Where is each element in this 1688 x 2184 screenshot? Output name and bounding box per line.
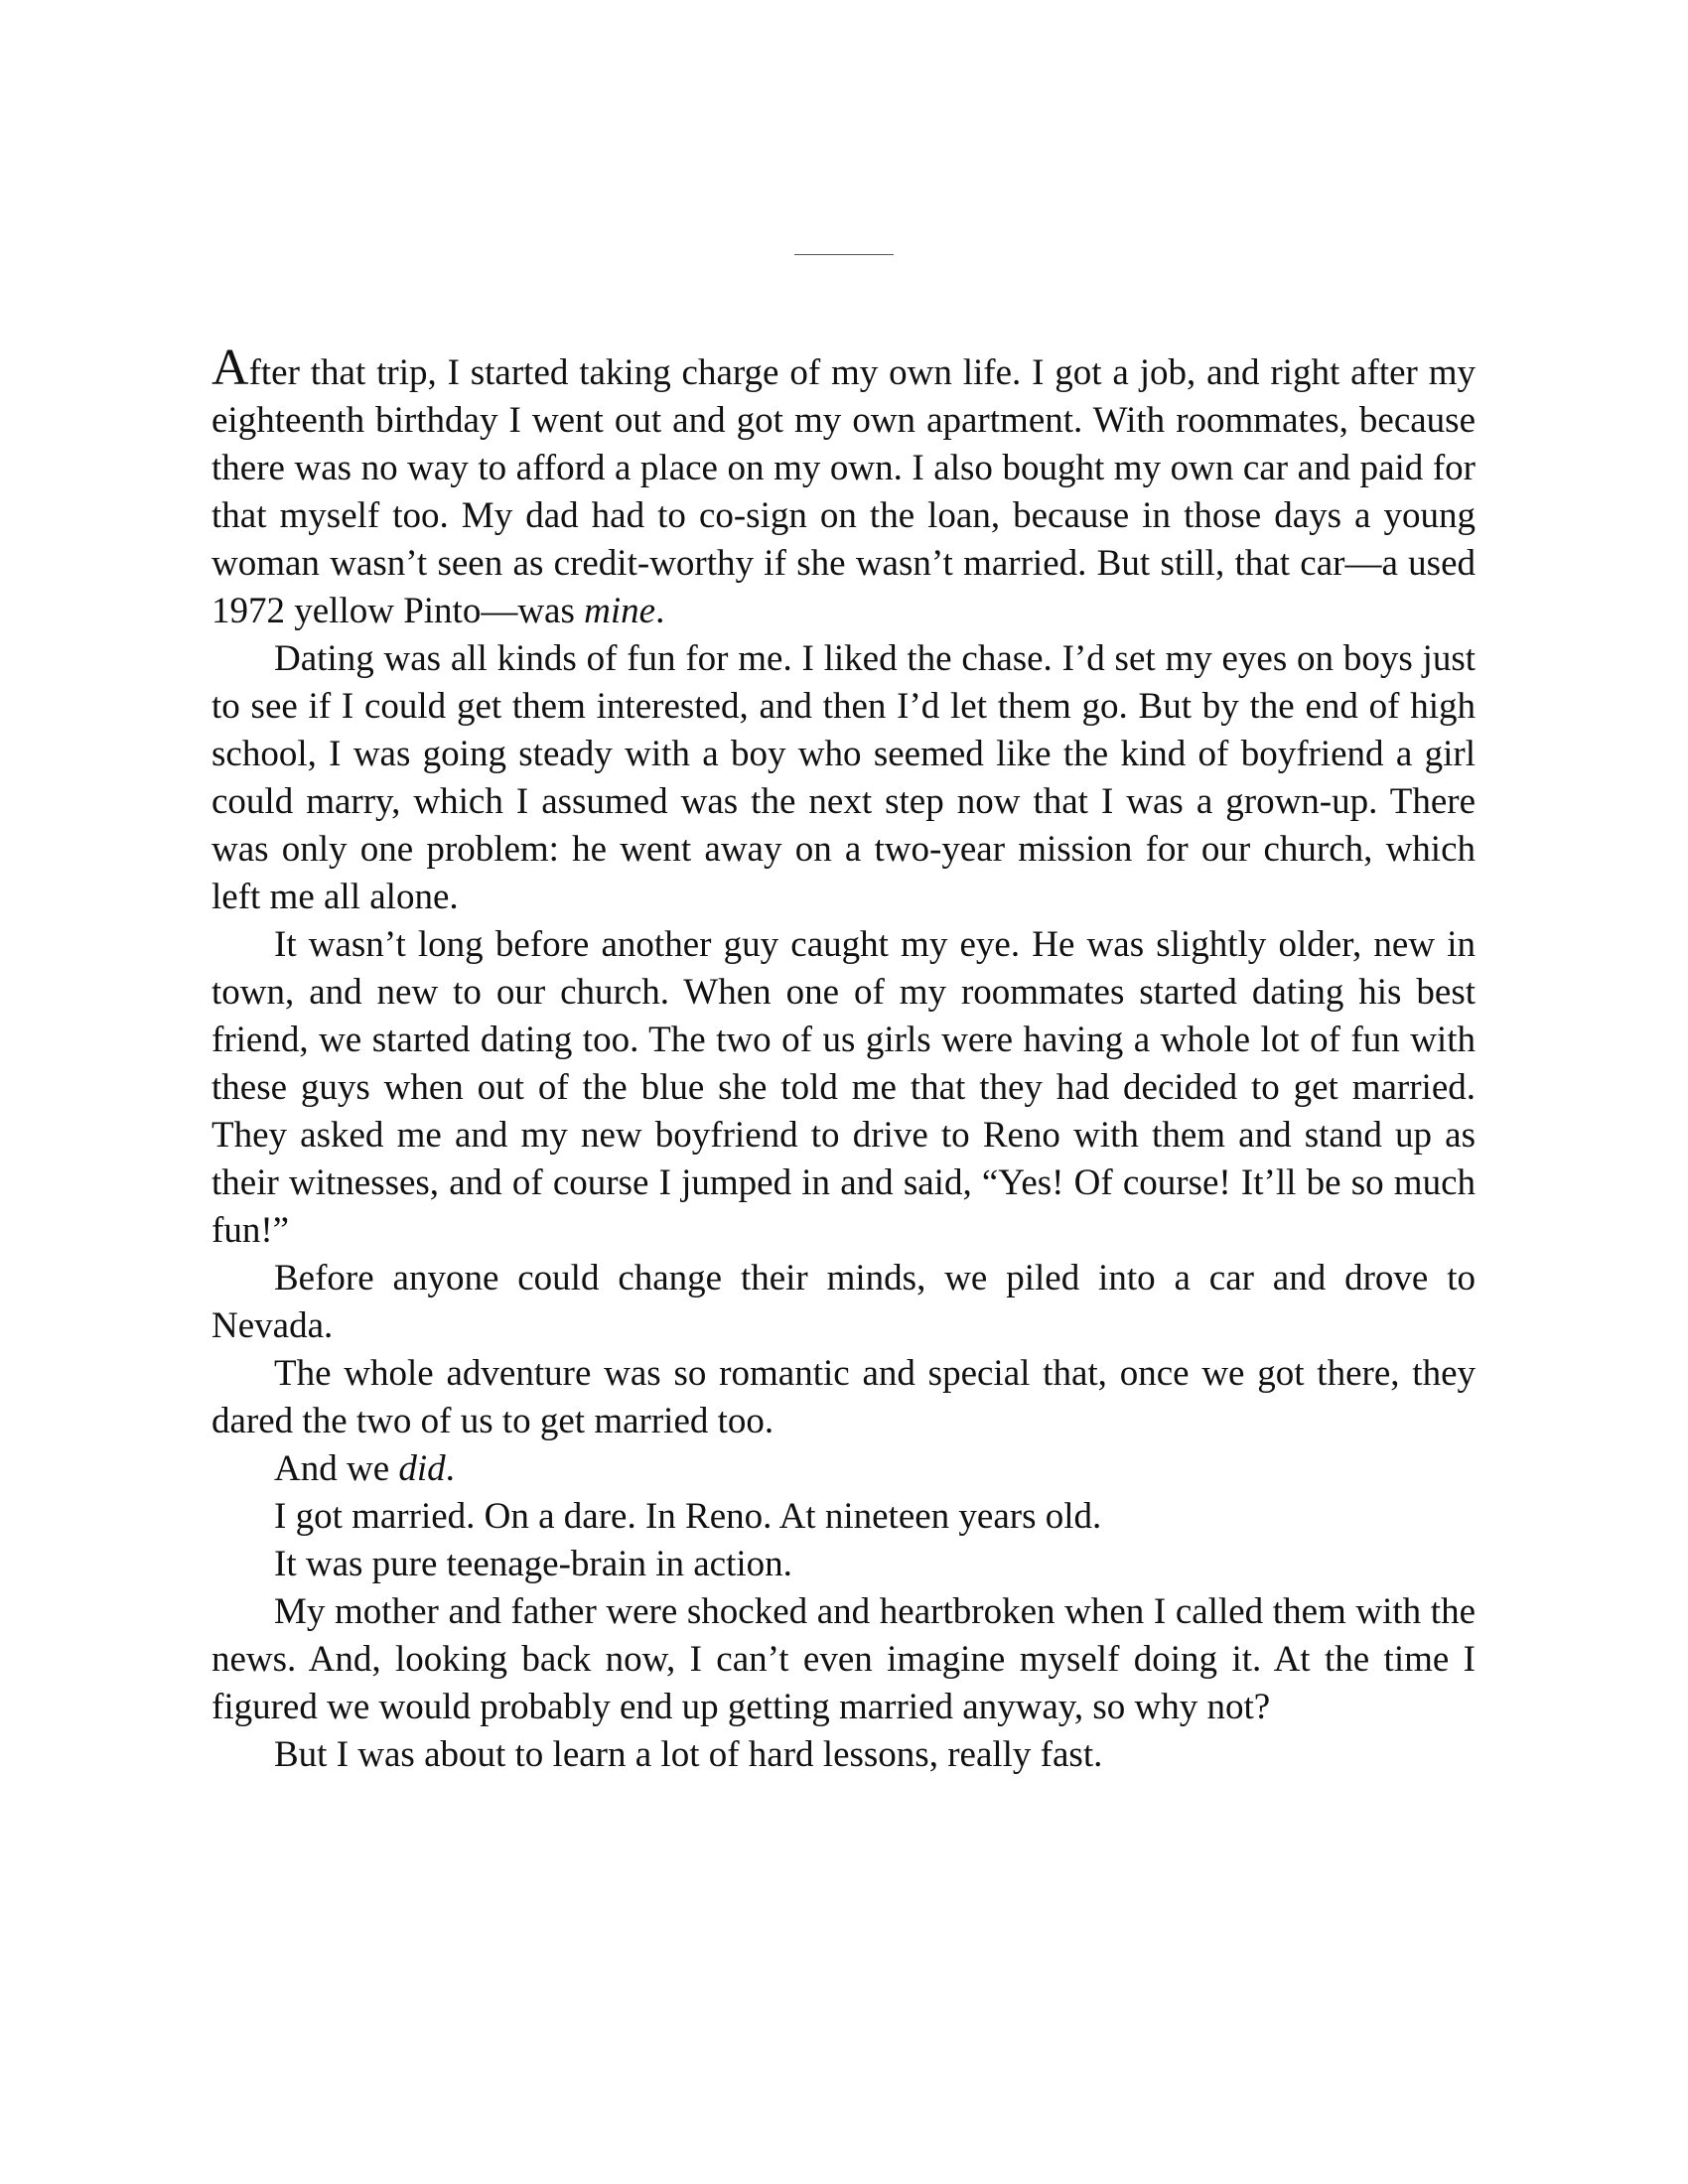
paragraph-9: My mother and father were shocked and heartbroken when I called them with the news. And, looking back now, I can’t even imagine myself doing it. At the time I figured we would probably end up getting married anyway, so why not? — [211, 1591, 1476, 1727]
paragraph-6-emphasis: did — [398, 1448, 446, 1489]
paragraph-2: Dating was all kinds of fun for me. I liked the chase. I’d set my eyes on boys just to see if I could get them interested, and then I’d let them go. But by the end of high school, I was going steady with a boy who seemed like the kind of boyfriend a girl could marry, which I assumed was the next step now that I was a grown-up. There was only one problem: he went away on a two-year mission for our church, which left me all alone. — [211, 638, 1476, 917]
paragraph-1 — [211, 342, 1476, 635]
drop-cap-letter: A — [211, 340, 249, 396]
paragraph-10: But I was about to learn a lot of hard lessons, really fast. — [274, 1734, 1103, 1775]
paragraph-3: It wasn’t long before another guy caught my eye. He was slightly older, new in town, and new to our church. When one of my roommates started dating his best friend, we started dating too. The two of us girls were having a whole lot of fun with these guys when out of the blue she told me that they had decided to get married. They asked me and my new boyfriend to drive to Reno with them and stand up as their witnesses, and of course I jumped in and said, “Yes! Of course! It’ll be so much fun!” — [211, 924, 1476, 1251]
paragraph-8: It was pure teenage-brain in action. — [274, 1544, 792, 1584]
paragraph-1-end: . — [655, 591, 665, 631]
paragraph-1-text: fter that trip, I started taking charge of my own life. I got a job, and right after my eighteenth birthday I went out and got my own apartment. With roommates, because there was no way to afford a place on my own. I also bought my own car and paid for that myself too. My dad had to co-sign on the loan, because in those days a young woman wasn’t seen as credit-worthy if she wasn’t married. But still, that car—a used 1972 yellow Pinto—was — [211, 352, 1476, 631]
paragraph-4: Before anyone could change their minds, we piled into a car and drove to Nevada. — [211, 1258, 1476, 1346]
paragraph-7: I got married. On a dare. In Reno. At nineteen years old. — [274, 1496, 1102, 1537]
paragraph-1-emphasis: mine — [584, 591, 656, 631]
section-break-rule — [794, 254, 894, 255]
paragraph-6 — [211, 1445, 1476, 1493]
paragraph-6-end: . — [445, 1448, 455, 1489]
body-text — [211, 342, 1476, 1779]
paragraph-5: The whole adventure was so romantic and special that, once we got there, they dared the two of us to get married too. — [211, 1353, 1476, 1441]
paragraph-6-text: And we — [274, 1448, 399, 1489]
